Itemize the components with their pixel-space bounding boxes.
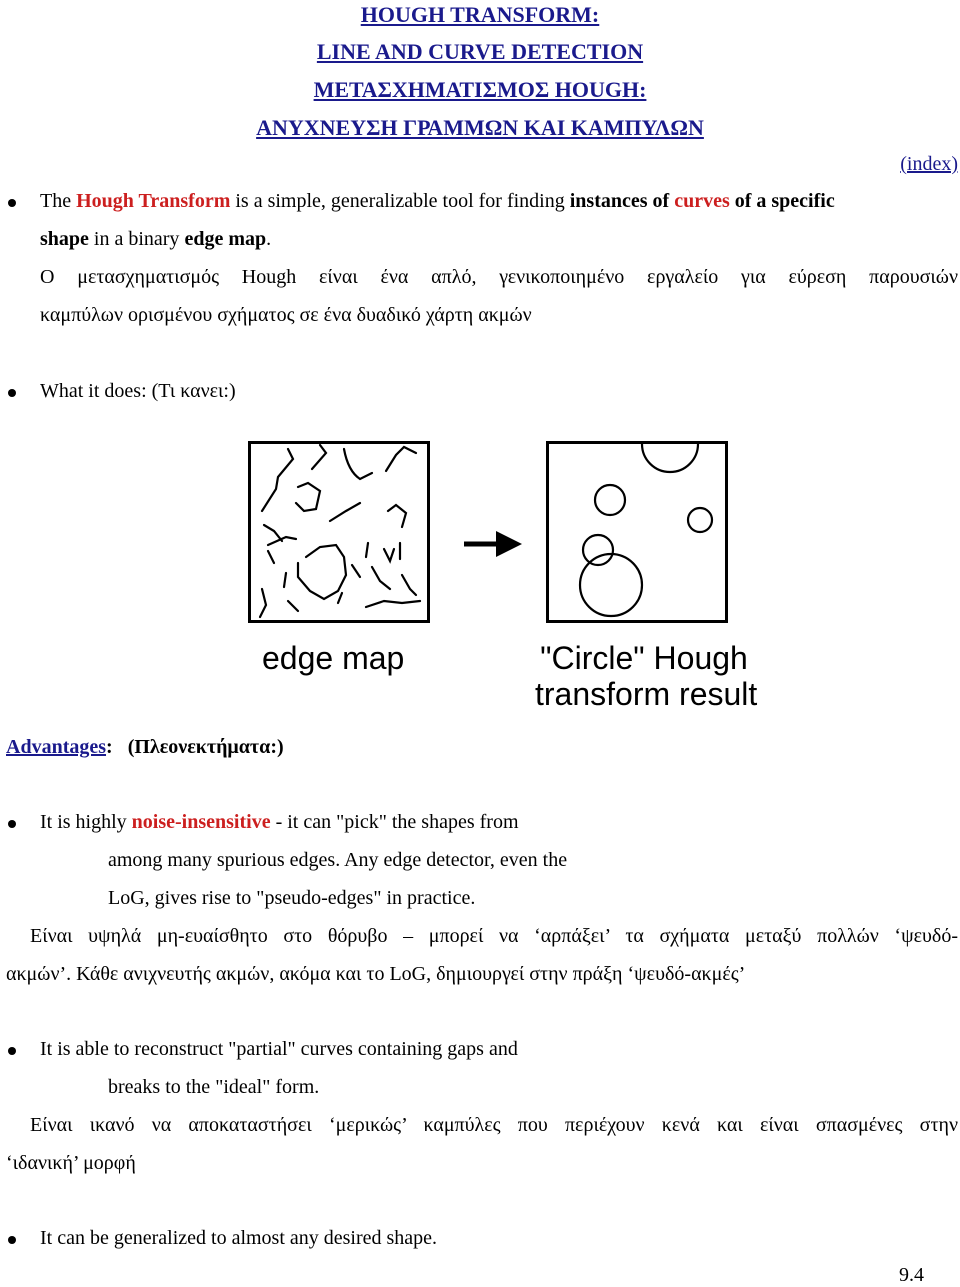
index-link[interactable]: (index) xyxy=(900,153,958,175)
intro-greek-1: Ο μετασχηματισμός Hough είναι ένα απλό, γενικοποιημένο εργαλείο για εύρεση παρουσιών xyxy=(40,266,958,288)
bullet-icon xyxy=(8,389,16,397)
bullet-icon xyxy=(8,199,16,207)
adv2-line-1: It is able to reconstruct "partial" curves containing gaps and xyxy=(40,1038,518,1060)
bullet-icon xyxy=(8,1047,16,1055)
edge-map-caption: edge map xyxy=(262,640,405,676)
edge-map-figure xyxy=(248,441,430,623)
title-line-3: ΜΕΤΑΣΧΗΜΑΤΙΣΜΟΣ HOUGH: xyxy=(313,77,647,102)
bullet-icon xyxy=(8,1236,16,1244)
hough-result-caption-2: transform result xyxy=(535,676,758,712)
adv1-line-3: LoG, gives rise to "pseudo-edges" in practice. xyxy=(108,887,476,909)
advantages-link[interactable]: Advantages xyxy=(6,736,107,758)
advantages-heading: Advantages: (Πλεονεκτήματα:) xyxy=(6,736,284,758)
circle-hough-result-figure xyxy=(546,441,728,623)
adv1-line-2: among many spurious edges. Any edge detector, even the xyxy=(108,849,568,871)
adv2-greek-2: ‘ιδανική’ μορφή xyxy=(6,1152,136,1174)
intro-line-2: shape in a binary edge map. xyxy=(40,228,272,250)
intro-line-1: The Hough Transform is a simple, generalizable tool for finding instances of curves of a specific xyxy=(40,190,835,212)
adv3-line: It can be generalized to almost any desired shape. xyxy=(40,1227,438,1249)
hough-result-caption-1: "Circle" Hough xyxy=(540,640,748,676)
adv2-greek-1: Είναι ικανό να αποκαταστήσει ‘μερικώς’ καμπύλες που περιέχουν κενά και είναι σπασμένες στην xyxy=(30,1114,958,1136)
arrow-right-icon xyxy=(464,529,524,559)
title-line-2: LINE AND CURVE DETECTION xyxy=(316,39,644,64)
page-number: 9.4 xyxy=(899,1264,924,1286)
title-line-1: HOUGH TRANSFORM: xyxy=(360,2,600,27)
bullet-icon xyxy=(8,820,16,828)
adv1-line-1: It is highly noise-insensitive - it can "pick" the shapes from xyxy=(40,811,519,833)
what-it-does: What it does: (Τι κανει:) xyxy=(40,380,236,402)
adv2-line-2: breaks to the "ideal" form. xyxy=(108,1076,320,1098)
intro-greek-2: καμπύλων ορισμένου σχήματος σε ένα δυαδικό χάρτη ακμών xyxy=(40,304,532,326)
adv1-greek-1: Είναι υψηλά μη-ευαίσθητο στο θόρυβο – μπορεί να ‘αρπάξει’ τα σχήματα μεταξύ πολλών ‘ψευδό- xyxy=(30,925,958,947)
title-line-4: ΑΝΥΧΝΕΥΣΗ ΓΡΑΜΜΩΝ ΚΑΙ ΚΑΜΠΥΛΩΝ xyxy=(256,115,704,140)
adv1-greek-2: ακμών’. Κάθε ανιχνευτής ακμών, ακόμα και το LoG, δημιουργεί στην πράξη ‘ψευδό-ακμές’ xyxy=(6,963,746,985)
